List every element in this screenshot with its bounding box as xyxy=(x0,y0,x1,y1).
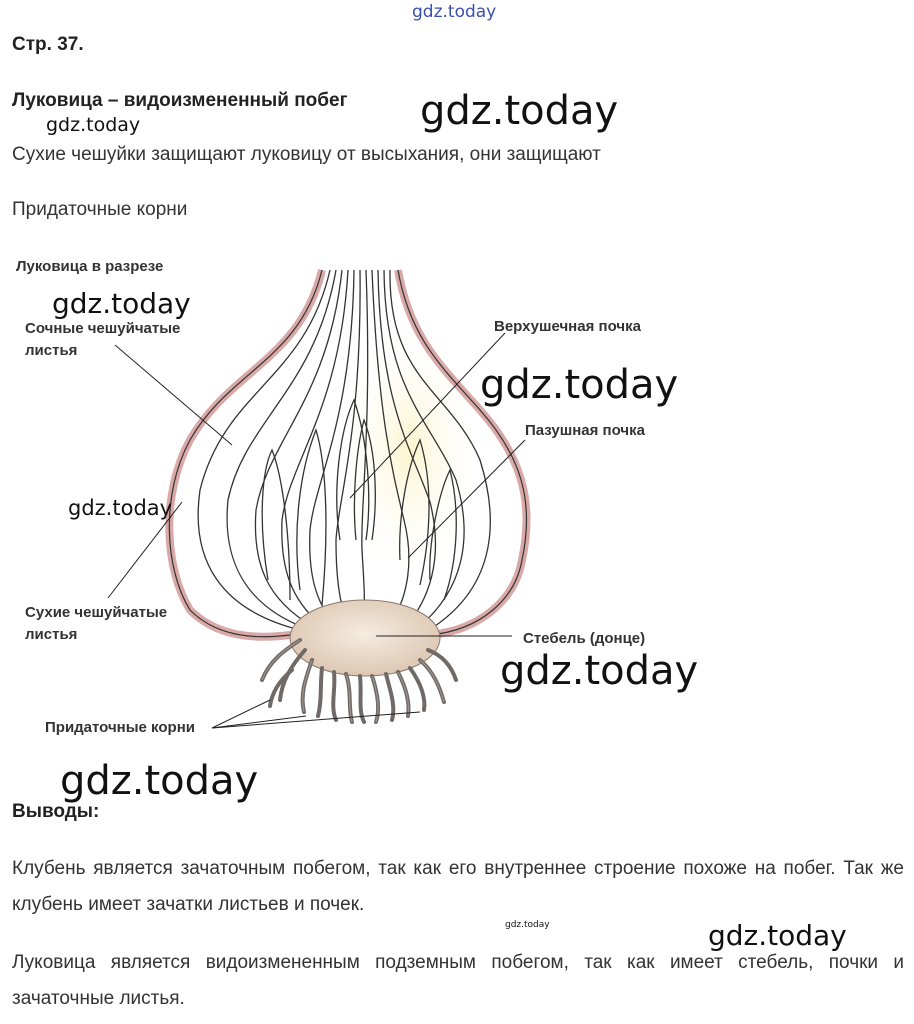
paragraph-dry-scales: Сухие чешуйки защищают луковицу от высыхания, они защищают xyxy=(12,144,601,165)
watermark: gdz.today xyxy=(708,919,847,952)
watermark: gdz.today xyxy=(46,114,141,136)
label-adventitious-roots: Придаточные корни xyxy=(45,719,195,736)
paragraph-roots: Придаточные корни xyxy=(12,199,188,220)
watermark: gdz.today xyxy=(500,648,699,694)
label-stem-base: Стебель (донце) xyxy=(523,630,646,647)
watermark: gdz.today xyxy=(412,2,497,22)
conclusions-heading: Выводы: xyxy=(12,801,100,822)
label-apical-bud: Верхушечная почка xyxy=(494,318,641,335)
conclusion-tuber: Клубень является зачаточным побегом, так как его внутреннее строение похоже на побег. Так же клубень имеет зачатки листьев и почек. xyxy=(12,858,904,915)
watermark: gdz.today xyxy=(60,758,259,804)
section-heading: Луковица – видоизмененный побег xyxy=(12,90,348,111)
label-dry-scales: Сухие чешуйчатые листья xyxy=(25,604,168,643)
watermark: gdz.today xyxy=(505,920,550,930)
diagram-title: Луковица в разрезе xyxy=(16,258,164,275)
watermark: gdz.today xyxy=(52,287,191,320)
conclusion-bulb: Луковица является видоизмененным подземным побегом, так как имеет стебель, почки и зачаточные листья. xyxy=(12,952,904,1009)
watermark: gdz.today xyxy=(420,88,619,134)
label-axillary-bud: Пазушная почка xyxy=(525,422,645,439)
label-juicy-scales: Сочные чешуйчатые листья xyxy=(25,320,181,359)
page-reference: Стр. 37. xyxy=(12,34,84,55)
watermark: gdz.today xyxy=(480,362,679,408)
watermark: gdz.today xyxy=(68,496,173,520)
